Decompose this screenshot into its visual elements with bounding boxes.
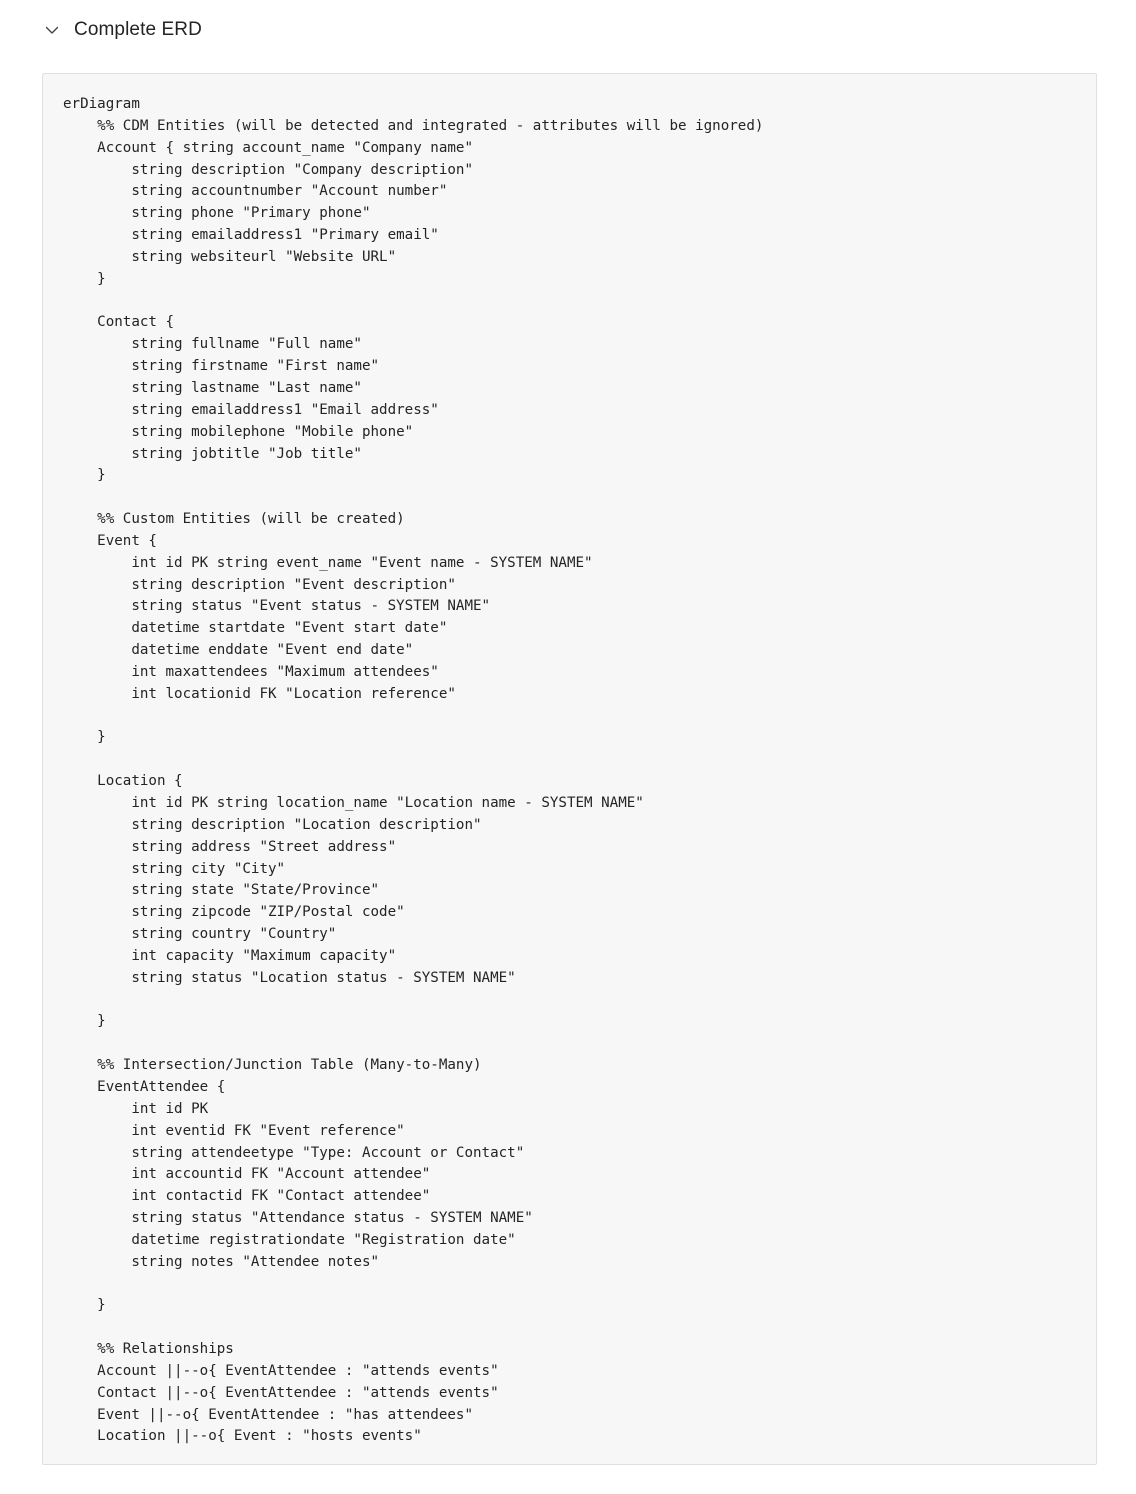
code-line: string jobtitle "Job title" [63, 445, 362, 462]
code-line: string zipcode "ZIP/Postal code" [63, 904, 405, 921]
code-line: int locationid FK "Location reference" [63, 685, 456, 702]
code-line: int eventid FK "Event reference" [63, 1122, 405, 1139]
code-line: Account ||--o{ EventAttendee : "attends events" [63, 1362, 499, 1379]
code-line [63, 291, 763, 313]
code-line: string status "Event status - SYSTEM NAME" [63, 598, 491, 615]
chevron-down-icon[interactable] [42, 20, 62, 40]
code-line: string description "Location description" [63, 816, 482, 833]
code-line: string mobilephone "Mobile phone" [63, 423, 414, 440]
code-line: } [63, 270, 106, 287]
code-line: Location { [63, 773, 183, 790]
code-line: %% Custom Entities (will be created) [63, 511, 405, 528]
code-line: int accountid FK "Account attendee" [63, 1166, 431, 1183]
code-line: string description "Event description" [63, 576, 456, 593]
code-line: Account { string account_name "Company name" [63, 139, 473, 156]
collapsible-section-header[interactable] [42, 14, 202, 46]
code-line: string accountnumber "Account number" [63, 183, 448, 200]
code-line [63, 1274, 763, 1296]
code-line: %% Relationships [63, 1341, 234, 1358]
section-title: Complete ERD [74, 19, 202, 40]
code-line: string emailaddress1 "Email address" [63, 401, 439, 418]
code-block [42, 73, 1097, 1465]
code-line: } [63, 467, 106, 484]
code-line [63, 749, 763, 771]
code-line: } [63, 1297, 106, 1314]
code-line: Event ||--o{ EventAttendee : "has attendees" [63, 1406, 473, 1423]
code-line: Contact { [63, 314, 175, 331]
code-line: %% Intersection/Junction Table (Many-to-Many) [63, 1057, 482, 1074]
code-line: int contactid FK "Contact attendee" [63, 1188, 431, 1205]
code-line [63, 706, 763, 728]
code-line: int id PK [63, 1100, 209, 1117]
code-line: datetime enddate "Event end date" [63, 642, 414, 659]
code-line [63, 1033, 763, 1055]
code-line: string lastname "Last name" [63, 379, 362, 396]
code-line: string city "City" [63, 860, 286, 877]
code-line: string status "Location status - SYSTEM NAME" [63, 969, 516, 986]
code-line: string attendeetype "Type: Account or Contact" [63, 1144, 525, 1161]
code-line: datetime registrationdate "Registration date" [63, 1231, 516, 1248]
code-line [63, 990, 763, 1012]
code-line: erDiagram [63, 96, 140, 112]
code-line: string websiteurl "Website URL" [63, 248, 397, 265]
code-line: string description "Company description" [63, 161, 473, 178]
code-line: string address "Street address" [63, 838, 397, 855]
code-line: int id PK string event_name "Event name - SYSTEM NAME" [63, 554, 593, 571]
code-line: Contact ||--o{ EventAttendee : "attends events" [63, 1384, 499, 1401]
code-line: int maxattendees "Maximum attendees" [63, 663, 439, 680]
code-line: string status "Attendance status - SYSTEM NAME" [63, 1210, 533, 1227]
code-line [63, 487, 763, 509]
code-line: Location ||--o{ Event : "hosts events" [63, 1428, 422, 1445]
code-line: Event { [63, 532, 157, 549]
code-line: datetime startdate "Event start date" [63, 620, 448, 637]
code-line: string emailaddress1 "Primary email" [63, 227, 439, 244]
code-line: EventAttendee { [63, 1078, 226, 1095]
code-line: } [63, 1013, 106, 1030]
code-line: string fullname "Full name" [63, 336, 362, 353]
code-line: %% CDM Entities (will be detected and integrated - attributes will be ignored) [63, 117, 764, 134]
code-line: string phone "Primary phone" [63, 205, 371, 222]
code-line: string notes "Attendee notes" [63, 1253, 380, 1270]
code-line: int capacity "Maximum capacity" [63, 947, 397, 964]
code-line: string firstname "First name" [63, 358, 380, 375]
code-line [63, 1317, 763, 1339]
code-line: int id PK string location_name "Location name - SYSTEM NAME" [63, 795, 644, 811]
code-line: string country "Country" [63, 926, 337, 943]
code-content [63, 94, 763, 1448]
code-line: string state "State/Province" [63, 882, 380, 899]
code-line: } [63, 729, 106, 746]
